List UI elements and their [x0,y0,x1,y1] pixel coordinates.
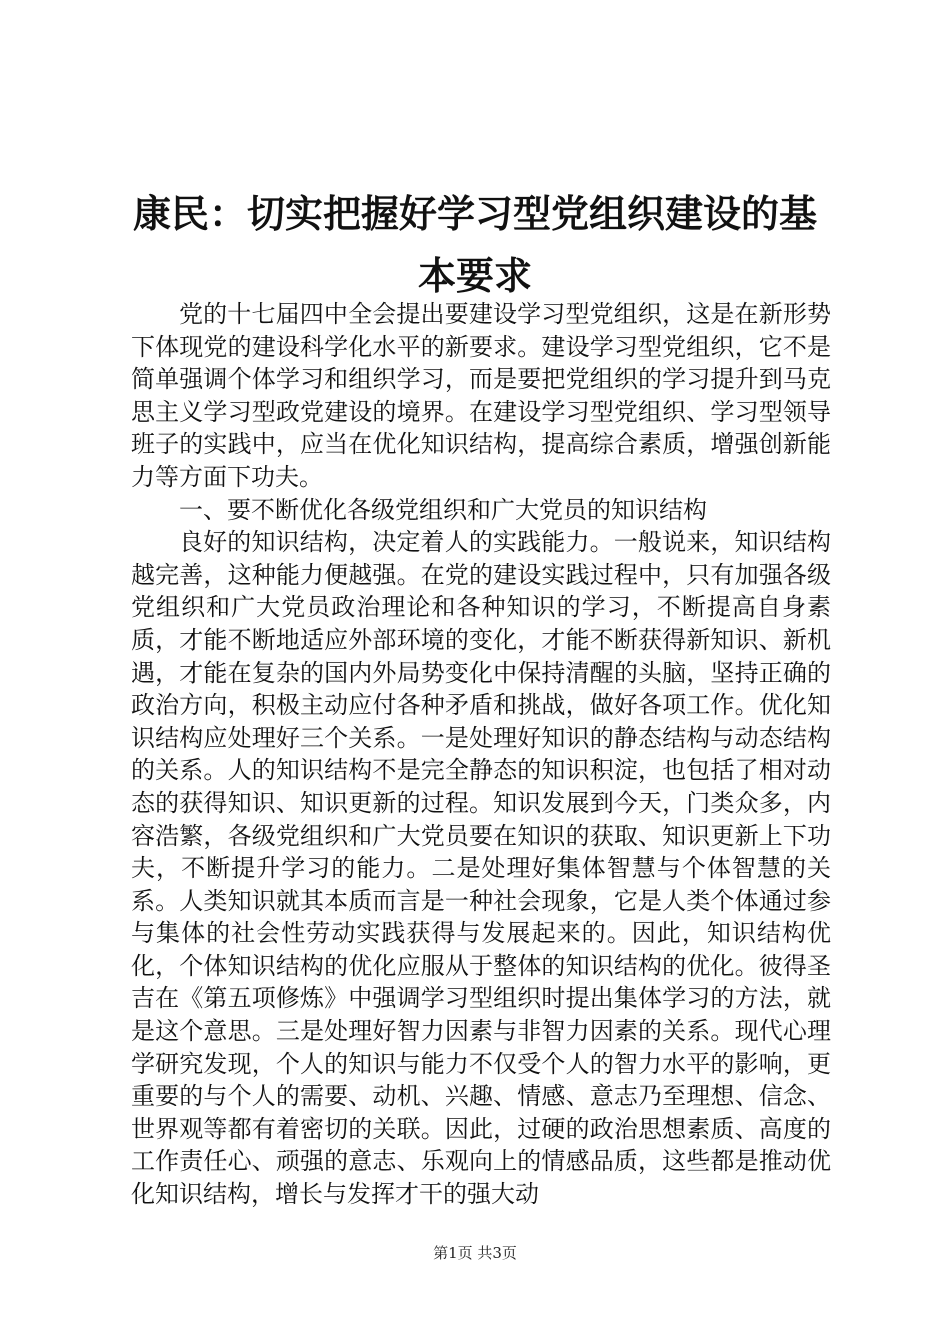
paragraph-section-one: 良好的知识结构，决定着人的实践能力。一般说来，知识结构越完善，这种能力便越强。在党的建设实践过程中，只有加强各级党组织和广大党员政治理论和各种知识的学习，不断提高自身素质，才能不断地适应外部环境的变化，才能不断获得新知识、新机遇，才能在复杂的国内外局势变化中保持清醒的头脑，坚持正确的政治方向，积极主动应付各种矛盾和挑战，做好各项工作。优化知识结构应处理好三个关系。一是处理好知识的静态结构与动态结构的关系。人的知识结构不是完全静态的知识积淀，也包括了相对动态的获得知识、知识更新的过程。知识发展到今天，门类众多，内容浩繁，各级党组织和广大党员要在知识的获取、知识更新上下功夫，不断提升学习的能力。二是处理好集体智慧与个体智慧的关系。人类知识就其本质而言是一种社会现象，它是人类个体通过参与集体的社会性劳动实践获得与发展起来的。因此，知识结构优化，个体知识结构的优化应服从于整体的知识结构的优化。彼得圣吉在《第五项修炼》中强调学习型组织时提出集体学习的方法，就是这个意思。三是处理好智力因素与非智力因素的关系。现代心理学研究发现，个人的知识与能力不仅受个人的智力水平的影响，更重要的与个人的需要、动机、兴趣、情感、意志乃至理想、信念、世界观等都有着密切的关联。因此，过硬的政治思想素质、高度的工作责任心、顽强的意志、乐观向上的情感品质，这些都是推动优化知识结构，增长与发挥才干的强大动 [131,528,831,1209]
page-indicator: 第1页 共3页 [433,1244,517,1262]
page-title: 康民：切实把握好学习型党组织建设的基本要求 [132,191,817,298]
document-body [131,298,831,1211]
section-heading: 一、要不断优化各级党组织和广大党员的知识结构 [179,495,707,524]
paragraph-intro: 党的十七届四中全会提出要建设学习型党组织，这是在新形势下体现党的建设科学化水平的新要求。建设学习型党组织，它不是简单强调个体学习和组织学习，而是要把党组织的学习提升到马克思主义学习型政党建设的境界。在建设学习型党组织、学习型领导班子的实践中，应当在优化知识结构，提高综合素质，增强创新能力等方面下功夫。 [131,300,831,491]
